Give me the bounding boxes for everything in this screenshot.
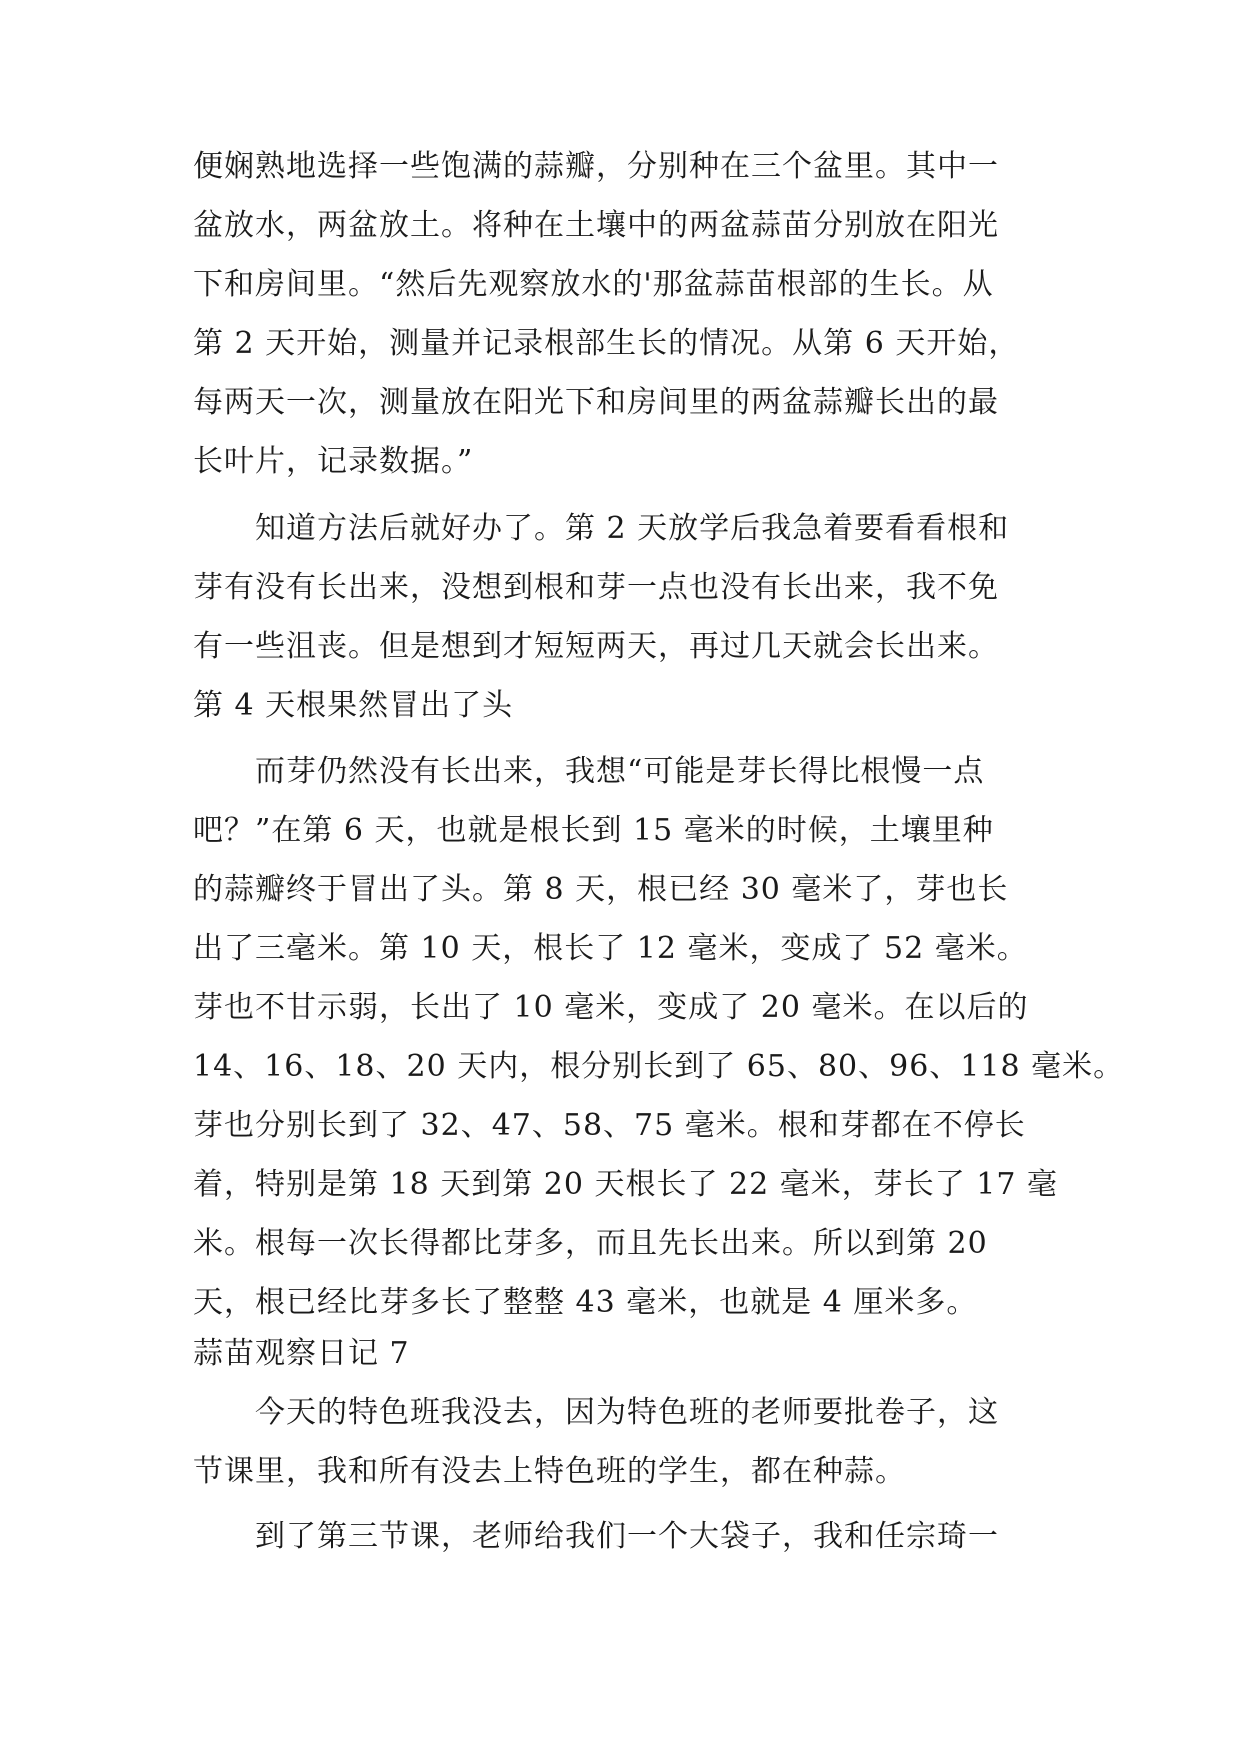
text-line: 每两天一次，测量放在阳光下和房间里的两盆蒜瓣长出的最: [193, 385, 999, 420]
text-line: 第 4 天根果然冒出了头: [193, 688, 514, 723]
section-heading: 蒜苗观察日记 7: [193, 1336, 410, 1371]
paragraph-first-line: 今天的特色班我没去，因为特色班的老师要批卷子，这: [255, 1395, 999, 1430]
text-line: 出了三毫米。第 10 天，根长了 12 毫米，变成了 52 毫米。: [193, 931, 1028, 966]
text-line: 有一些沮丧。但是想到才短短两天，再过几天就会长出来。: [193, 629, 999, 664]
text-line: 着，特别是第 18 天到第 20 天根长了 22 毫米，芽长了 17 毫: [193, 1167, 1058, 1202]
paragraph-first-line: 知道方法后就好办了。第 2 天放学后我急着要看看根和: [255, 511, 1010, 546]
text-line: 吧？”在第 6 天，也就是根长到 15 毫米的时候，土壤里种: [193, 813, 994, 848]
text-line: 14、16、18、20 天内，根分别长到了 65、80、96、118 毫米。: [193, 1049, 1125, 1084]
text-line: 芽也不甘示弱，长出了 10 毫米，变成了 20 毫米。在以后的: [193, 990, 1029, 1025]
text-line: 米。根每一次长得都比芽多，而且先长出来。所以到第 20: [193, 1226, 988, 1261]
text-line: 便娴熟地选择一些饱满的蒜瓣，分别种在三个盆里。其中一: [193, 149, 999, 184]
text-line: 节课里，我和所有没去上特色班的学生，都在种蒜。: [193, 1454, 906, 1489]
text-line: 天，根已经比芽多长了整整 43 毫米，也就是 4 厘米多。: [193, 1285, 978, 1320]
text-line: 第 2 天开始，测量并记录根部生长的情况。从第 6 天开始，: [193, 326, 1020, 361]
text-line: 下和房间里。“然后先观察放水的'那盆蒜苗根部的生长。从: [193, 267, 994, 302]
paragraph-first-line: 而芽仍然没有长出来，我想“可能是芽长得比根慢一点: [255, 754, 985, 789]
text-line: 芽也分别长到了 32、47、58、75 毫米。根和芽都在不停长: [193, 1108, 1026, 1143]
paragraph-first-line: 到了第三节课，老师给我们一个大袋子，我和任宗琦一: [255, 1519, 999, 1554]
text-line: 盆放水，两盆放土。将种在土壤中的两盆蒜苗分别放在阳光: [193, 208, 999, 243]
text-line: 芽有没有长出来，没想到根和芽一点也没有长出来，我不免: [193, 570, 999, 605]
text-line: 的蒜瓣终于冒出了头。第 8 天，根已经 30 毫米了，芽也长: [193, 872, 1009, 907]
text-line: 长叶片，记录数据。”: [193, 444, 474, 479]
